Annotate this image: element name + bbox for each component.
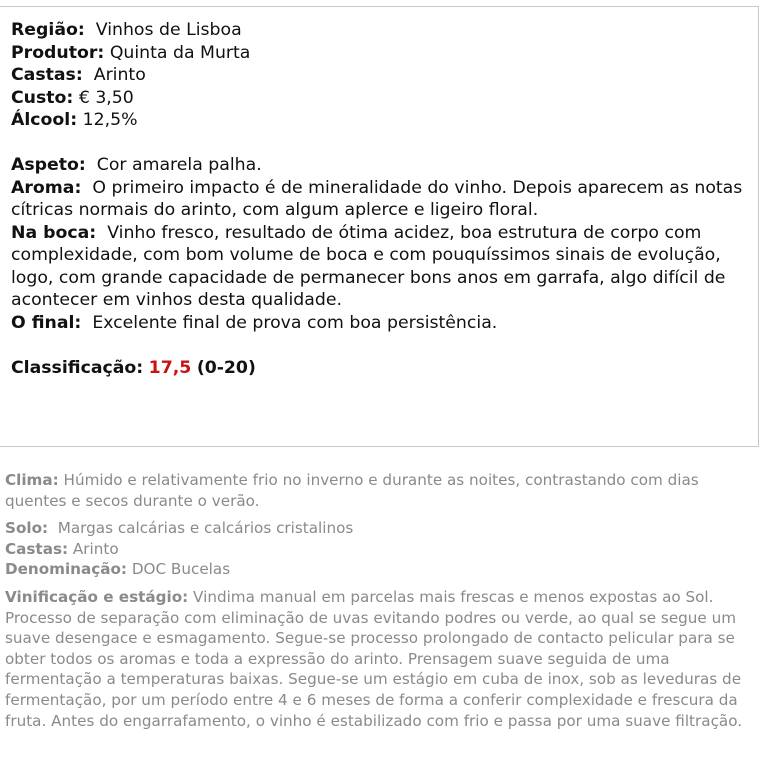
denominacao-value: DOC Bucelas <box>131 560 231 579</box>
spacer <box>11 334 751 357</box>
clima-value: Húmido e relativamente frio no inverno e durante as noites, contrastando com dias quentes e secos durante o verão. <box>5 471 699 510</box>
final-row <box>11 312 751 335</box>
clima-row <box>5 470 760 511</box>
regiao-row <box>11 19 751 42</box>
classificacao-range: (0-20) <box>196 357 256 378</box>
custo-label: Custo: <box>11 87 74 108</box>
notes-castas-row <box>5 539 760 560</box>
producer-notes <box>5 470 760 731</box>
vinificacao-value: Vindima manual em parcelas mais frescas e menos expostas ao Sol. Processo de separação com eliminação de uvas evitando podres ou verde, ao qual se segue um suave desengace e esmagamento. Segue-se processo prolongado de contacto pelicular para se obter todos os aromas e toda a expressão do arinto. Prensagem suave seguida de uma fermentação a temperaturas baixas. Segue-se um estágio em cuba de inox, sob as leveduras de fermentação, por um período entre 4 e 6 meses de forma a conferir complexidade e frescura da fruta. Antes do engarrafamento, o vinho é estabilizado com frio e passa por uma suave filtração. <box>5 587 743 730</box>
aspeto-row <box>11 154 751 177</box>
clima-label: Clima: <box>5 471 59 489</box>
solo-label: Solo: <box>5 519 49 538</box>
aroma-value: O primeiro impacto é de mineralidade do vinho. Depois aparecem as notas cítricas normais do arinto, com algum aplerce e ligeiro floral. <box>11 177 743 220</box>
produtor-label: Produtor: <box>11 42 105 63</box>
boca-label: Na boca: <box>11 222 97 243</box>
castas-value: Arinto <box>93 65 146 85</box>
spacer <box>11 132 751 155</box>
regiao-value: Vinhos de Lisboa <box>95 20 242 40</box>
final-value: Excelente final de prova com boa persistência. <box>92 312 498 333</box>
denominacao-label: Denominação: <box>5 560 128 579</box>
notes-castas-label: Castas: <box>5 539 69 558</box>
aroma-label: Aroma: <box>11 177 82 198</box>
classificacao-row <box>11 357 751 380</box>
regiao-label: Região: <box>11 20 85 40</box>
vinificacao-label: Vinificação e estágio: <box>5 587 189 606</box>
vinificacao-row <box>5 587 760 731</box>
alcool-row <box>11 109 751 132</box>
solo-value: Margas calcárias e calcários cristalinos <box>57 519 354 538</box>
custo-row <box>11 87 751 110</box>
boca-row <box>11 222 751 312</box>
notes-castas-value: Arinto <box>72 539 119 558</box>
final-label: O final: <box>11 312 82 333</box>
produtor-row <box>11 42 751 65</box>
aspeto-label: Aspeto: <box>11 155 86 175</box>
classificacao-label: Classificação: <box>11 357 144 378</box>
denominacao-row <box>5 559 760 580</box>
castas-row <box>11 64 751 87</box>
alcool-label: Álcool: <box>11 110 78 130</box>
aspeto-value: Cor amarela palha. <box>96 155 262 175</box>
castas-label: Castas: <box>11 65 83 85</box>
wine-card-content <box>11 19 751 379</box>
boca-value: Vinho fresco, resultado de ótima acidez, boa estrutura de corpo com complexidade, com bom volume de boca e com pouquíssimos sinais de evolução, logo, com grande capacidade de permanecer bons anos em garrafa, algo difícil de acontecer em vinhos desta qualidade. <box>11 222 726 310</box>
aroma-row <box>11 177 751 222</box>
wine-card <box>0 6 759 447</box>
classificacao-score: 17,5 <box>148 357 192 378</box>
produtor-value: Quinta da Murta <box>109 42 251 63</box>
alcool-value: 12,5% <box>82 110 138 130</box>
solo-row <box>5 518 760 539</box>
custo-value: € 3,50 <box>78 87 134 108</box>
